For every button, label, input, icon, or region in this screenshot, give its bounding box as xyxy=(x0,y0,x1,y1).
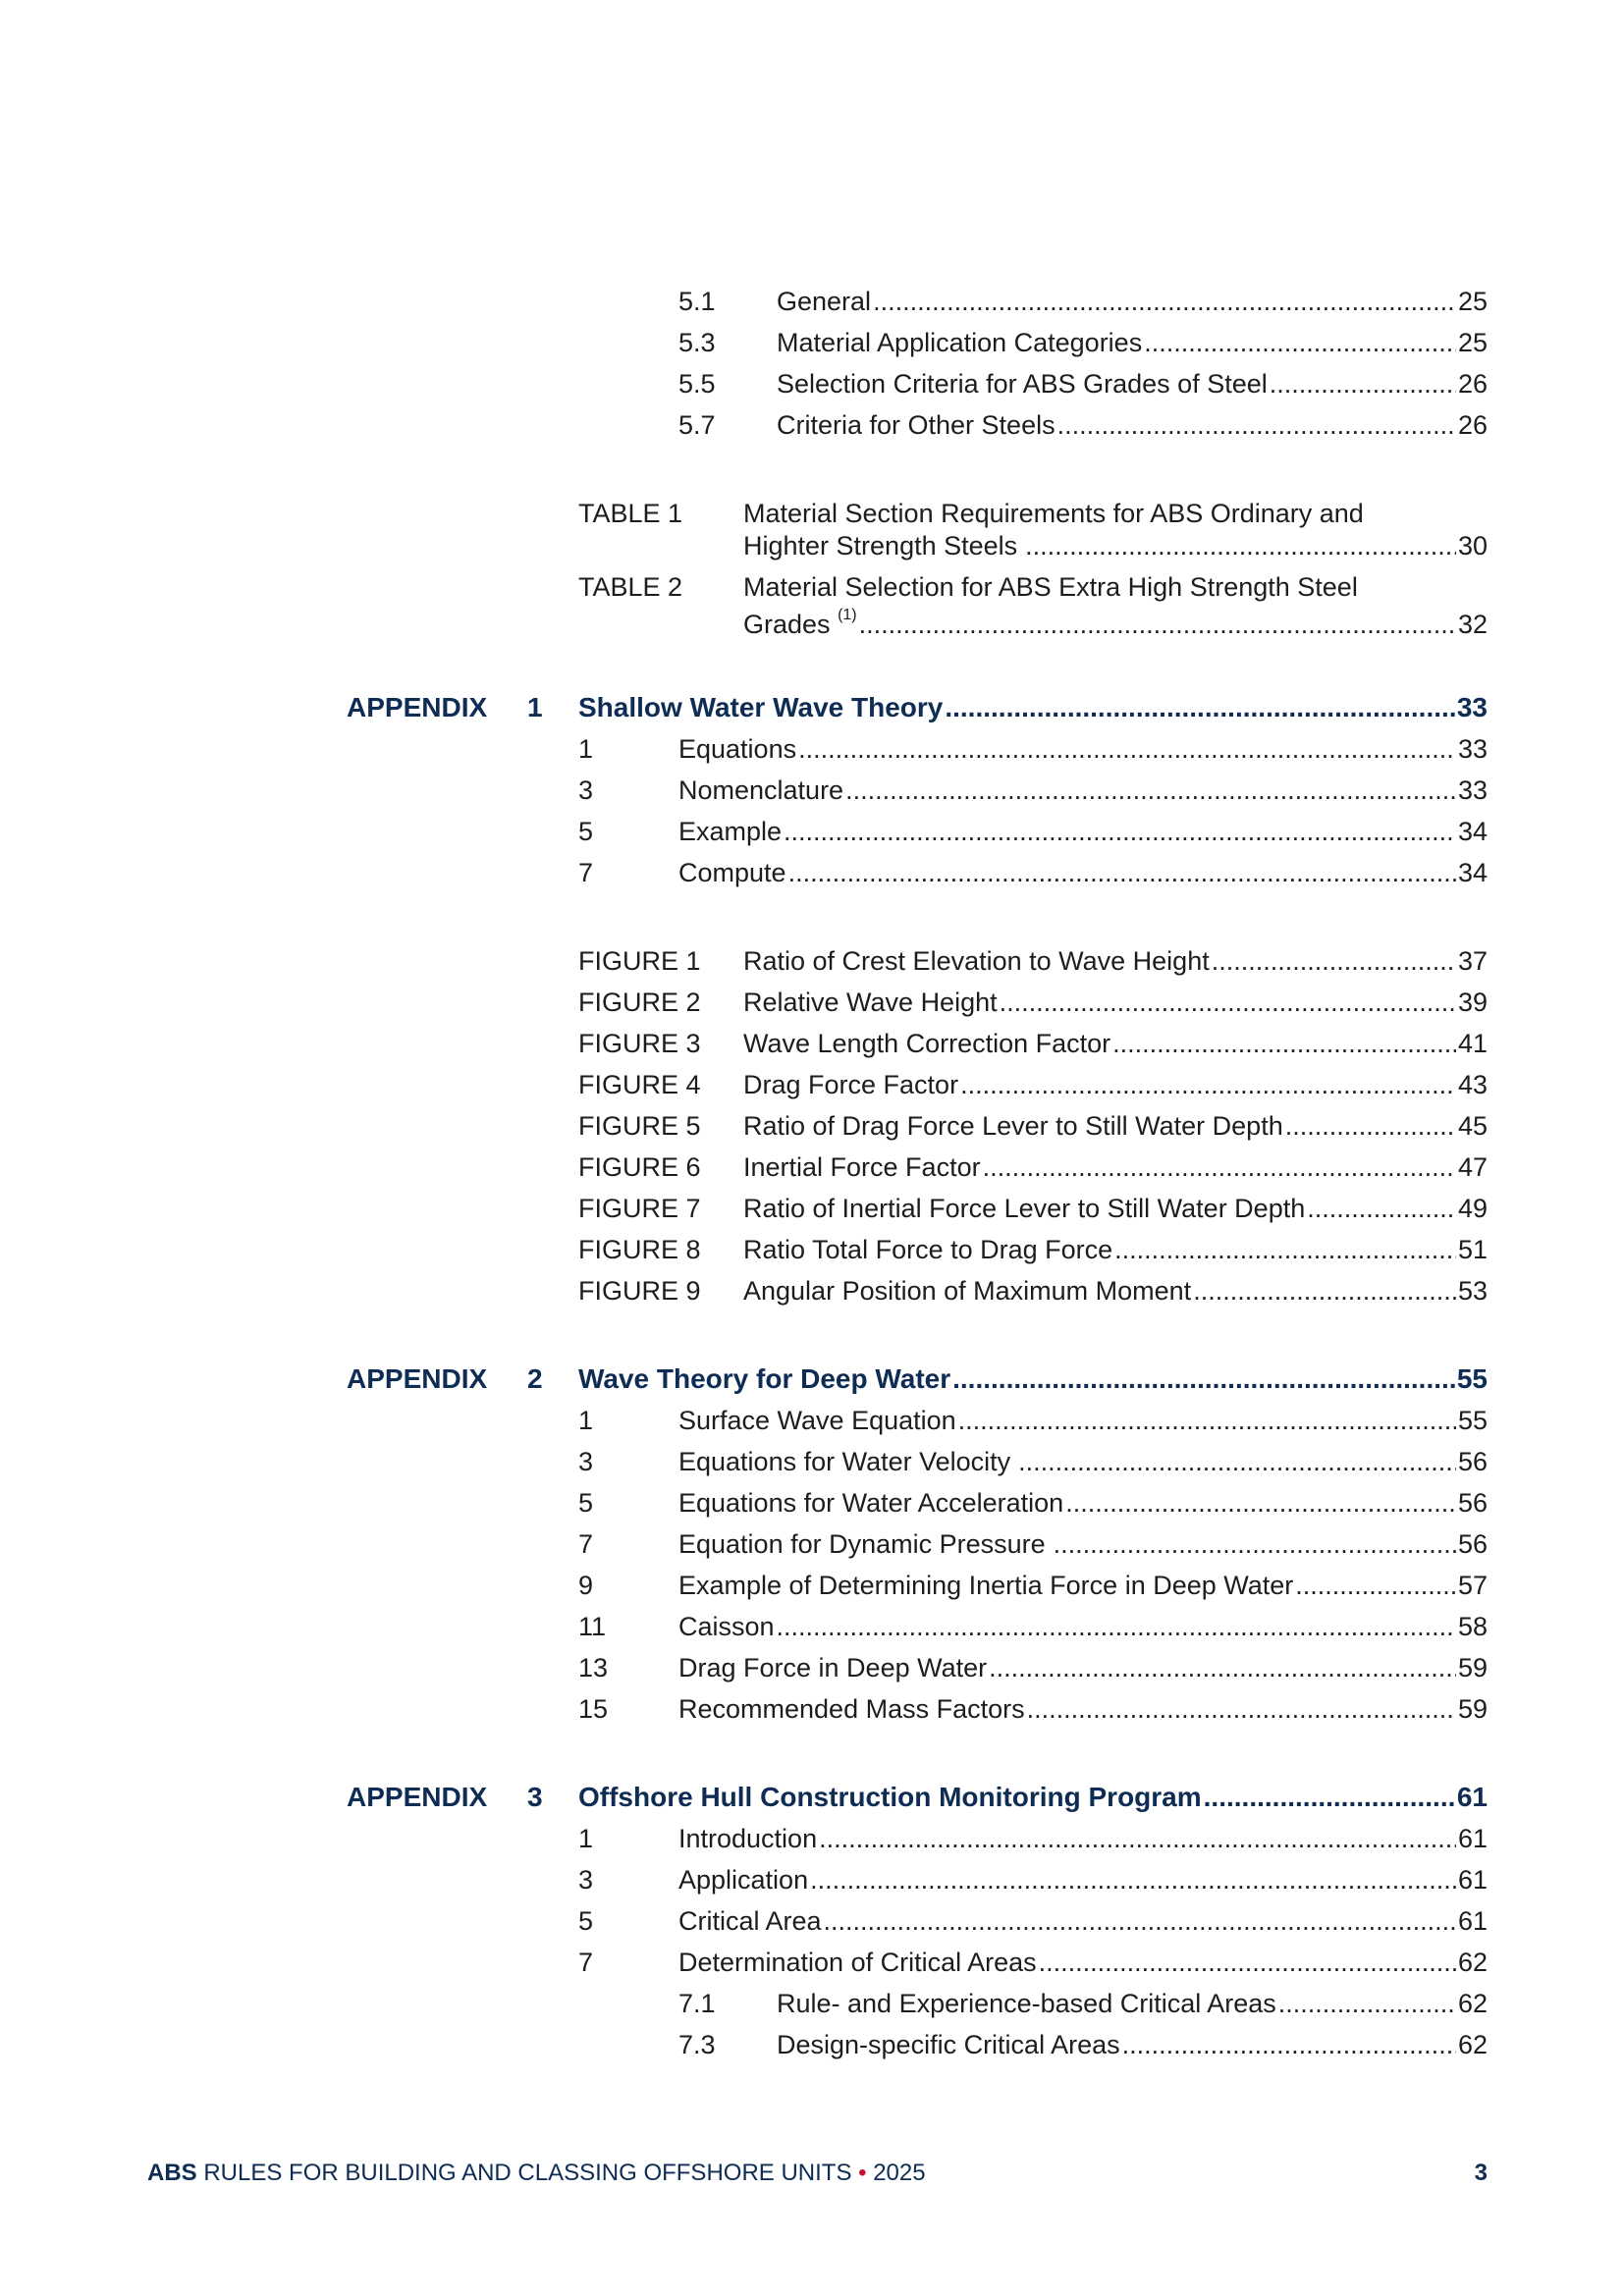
entry-leader xyxy=(743,1027,1488,1060)
entry-leader xyxy=(743,1068,1488,1101)
entry-number: 1 xyxy=(578,1406,594,1435)
appendix-number: 2 xyxy=(527,1363,543,1394)
entry-title: Equation for Dynamic Pressure xyxy=(678,1529,1046,1559)
entry-number: 7 xyxy=(578,858,594,887)
appendix-leader xyxy=(578,1362,1488,1396)
entry-title: Critical Area xyxy=(678,1906,822,1936)
footer-year: 2025 xyxy=(873,2160,926,2186)
figure-title: Ratio Total Force to Drag Force xyxy=(743,1235,1113,1264)
entry-leader xyxy=(743,1233,1488,1266)
entry-leader xyxy=(678,1527,1488,1561)
entry-title: Equations xyxy=(678,734,797,764)
entry-leader xyxy=(777,1987,1488,2020)
figure-title: Inertial Force Factor xyxy=(743,1152,981,1182)
table-label: TABLE 1 xyxy=(578,499,683,528)
entry-number: 5 xyxy=(578,1906,594,1936)
entry-page: 53 xyxy=(1457,1276,1488,1306)
entry-leader xyxy=(678,1610,1488,1643)
entry-page: 49 xyxy=(1457,1194,1488,1223)
entry-leader xyxy=(678,1651,1488,1684)
entry-page: 43 xyxy=(1457,1070,1488,1099)
entry-page: 58 xyxy=(1457,1612,1488,1641)
entry-page: 62 xyxy=(1457,1989,1488,2018)
entry-number: 15 xyxy=(578,1694,609,1724)
entry-page: 59 xyxy=(1457,1694,1488,1724)
entry-number: 3 xyxy=(578,1865,594,1895)
entry-page: 56 xyxy=(1457,1529,1488,1559)
entry-title: General xyxy=(777,287,872,316)
figure-title: Relative Wave Height xyxy=(743,988,998,1017)
entry-page: 25 xyxy=(1457,287,1488,316)
footnote-marker: (1) xyxy=(838,607,857,623)
entry-page: 59 xyxy=(1457,1653,1488,1682)
table-label: TABLE 2 xyxy=(578,572,683,602)
appendix-page: 33 xyxy=(1456,692,1488,722)
entry-leader xyxy=(678,1904,1488,1938)
entry-number: 1 xyxy=(578,1824,594,1853)
appendix-page: 55 xyxy=(1456,1363,1488,1394)
footer-title: RULES FOR BUILDING AND CLASSING OFFSHORE UNITS xyxy=(203,2160,852,2186)
entry-leader xyxy=(743,1274,1488,1308)
figure-label: FIGURE 5 xyxy=(578,1111,701,1141)
entry-leader xyxy=(743,986,1488,1019)
entry-page: 34 xyxy=(1457,817,1488,846)
appendix-number: 1 xyxy=(527,692,543,722)
entry-number: 5.3 xyxy=(678,328,716,357)
entry-number: 7.1 xyxy=(678,1989,716,2018)
entry-page: 37 xyxy=(1457,946,1488,976)
entry-title: Drag Force in Deep Water xyxy=(678,1653,988,1682)
entry-title: Criteria for Other Steels xyxy=(777,410,1056,440)
entry-leader xyxy=(743,603,1488,641)
figure-title: Ratio of Inertial Force Lever to Still Water Depth xyxy=(743,1194,1306,1223)
entry-number: 3 xyxy=(578,775,594,805)
entry-leader xyxy=(678,1863,1488,1896)
entry-page: 55 xyxy=(1457,1406,1488,1435)
entry-leader xyxy=(777,2028,1488,2061)
entry-title: Equations for Water Velocity xyxy=(678,1447,1011,1476)
entry-number: 9 xyxy=(578,1571,594,1600)
appendix-label: APPENDIX xyxy=(347,692,488,722)
entry-page: 45 xyxy=(1457,1111,1488,1141)
entry-leader xyxy=(777,408,1488,442)
appendix-title: Wave Theory for Deep Water xyxy=(578,1363,951,1394)
appendix-leader xyxy=(578,691,1488,724)
footer-bullet: • xyxy=(858,2160,867,2186)
entry-title: Surface Wave Equation xyxy=(678,1406,956,1435)
entry-number: 5 xyxy=(578,817,594,846)
entry-title: Determination of Critical Areas xyxy=(678,1948,1037,1977)
figure-title: Ratio of Crest Elevation to Wave Height xyxy=(743,946,1210,976)
figure-title: Drag Force Factor xyxy=(743,1070,959,1099)
entry-leader xyxy=(678,856,1488,889)
entry-page: 56 xyxy=(1457,1488,1488,1518)
entry-number: 13 xyxy=(578,1653,609,1682)
entry-leader xyxy=(678,1445,1488,1478)
entry-page: 41 xyxy=(1457,1029,1488,1058)
entry-page: 61 xyxy=(1457,1906,1488,1936)
entry-leader xyxy=(678,815,1488,848)
entry-title: Nomenclature xyxy=(678,775,844,805)
entry-title: Application xyxy=(678,1865,809,1895)
figure-title: Angular Position of Maximum Moment xyxy=(743,1276,1192,1306)
entry-page: 56 xyxy=(1457,1447,1488,1476)
entry-title: Rule- and Experience-based Critical Areas xyxy=(777,1989,1276,2018)
entry-title: Introduction xyxy=(678,1824,818,1853)
figure-label: FIGURE 9 xyxy=(578,1276,701,1306)
entry-page: 57 xyxy=(1457,1571,1488,1600)
entry-number: 5.5 xyxy=(678,369,716,399)
table-title-line1: Material Section Requirements for ABS Ordinary and xyxy=(743,499,1364,528)
appendix-label: APPENDIX xyxy=(347,1363,488,1394)
entry-title: Selection Criteria for ABS Grades of Steel xyxy=(777,369,1268,399)
table-title-line1: Material Selection for ABS Extra High Strength Steel xyxy=(743,572,1358,602)
appendix-page: 61 xyxy=(1456,1782,1488,1812)
entry-page: 39 xyxy=(1457,988,1488,1017)
entry-leader xyxy=(678,1569,1488,1602)
figure-label: FIGURE 6 xyxy=(578,1152,701,1182)
entry-leader xyxy=(743,529,1488,562)
appendix-leader xyxy=(578,1781,1488,1814)
table-title-line2: Grades $^{(1)}$ xyxy=(743,607,857,639)
entry-leader xyxy=(777,367,1488,400)
entry-leader xyxy=(743,1150,1488,1184)
entry-page: 51 xyxy=(1457,1235,1488,1264)
entry-leader xyxy=(743,1109,1488,1143)
appendix-title: Offshore Hull Construction Monitoring Program xyxy=(578,1782,1202,1812)
entry-number: 5.1 xyxy=(678,287,716,316)
entry-title: Design-specific Critical Areas xyxy=(777,2030,1120,2059)
entry-number: 5 xyxy=(578,1488,594,1518)
entry-title: Caisson xyxy=(678,1612,775,1641)
entry-title: Example of Determining Inertia Force in Deep Water xyxy=(678,1571,1294,1600)
entry-title: Material Application Categories xyxy=(777,328,1143,357)
entry-page: 33 xyxy=(1457,775,1488,805)
entry-number: 1 xyxy=(578,734,594,764)
entry-page: 47 xyxy=(1457,1152,1488,1182)
figure-label: FIGURE 1 xyxy=(578,946,701,976)
entry-number: 5.7 xyxy=(678,410,716,440)
entry-title: Compute xyxy=(678,858,786,887)
entry-leader xyxy=(678,1486,1488,1520)
entry-number: 11 xyxy=(578,1612,607,1641)
appendix-number: 3 xyxy=(527,1782,543,1812)
figure-title: Wave Length Correction Factor xyxy=(743,1029,1111,1058)
entry-number: 7.3 xyxy=(678,2030,716,2059)
table-title-line2: Highter Strength Steels xyxy=(743,531,1018,561)
figure-label: FIGURE 2 xyxy=(578,988,701,1017)
entry-page: 30 xyxy=(1457,531,1488,561)
entry-title: Example xyxy=(678,817,783,846)
entry-leader xyxy=(678,1404,1488,1437)
entry-page: 61 xyxy=(1457,1865,1488,1895)
entry-number: 3 xyxy=(578,1447,594,1476)
entry-page: 62 xyxy=(1457,2030,1488,2059)
figure-label: FIGURE 8 xyxy=(578,1235,701,1264)
entry-page: 26 xyxy=(1457,369,1488,399)
entry-number: 7 xyxy=(578,1529,594,1559)
entry-number: 7 xyxy=(578,1948,594,1977)
entry-page: 62 xyxy=(1457,1948,1488,1977)
abs-logo-text: ABS xyxy=(147,2160,197,2186)
figure-label: FIGURE 4 xyxy=(578,1070,701,1099)
entry-page: 32 xyxy=(1457,610,1488,639)
appendix-label: APPENDIX xyxy=(347,1782,488,1812)
entry-leader xyxy=(678,732,1488,766)
entry-leader xyxy=(777,326,1488,359)
entry-leader xyxy=(678,1946,1488,1979)
entry-page: 34 xyxy=(1457,858,1488,887)
entry-leader xyxy=(678,774,1488,807)
entry-page: 33 xyxy=(1457,734,1488,764)
entry-title: Equations for Water Acceleration xyxy=(678,1488,1064,1518)
entry-leader xyxy=(777,285,1488,318)
figure-title: Ratio of Drag Force Lever to Still Water Depth xyxy=(743,1111,1283,1141)
entry-leader xyxy=(678,1692,1488,1726)
page-number: 3 xyxy=(1474,2160,1488,2186)
page-footer xyxy=(147,2160,1488,2187)
entry-title: Recommended Mass Factors xyxy=(678,1694,1025,1724)
entry-page: 25 xyxy=(1457,328,1488,357)
entry-leader xyxy=(678,1822,1488,1855)
figure-label: FIGURE 7 xyxy=(578,1194,701,1223)
entry-page: 26 xyxy=(1457,410,1488,440)
appendix-title: Shallow Water Wave Theory xyxy=(578,692,944,722)
entry-leader xyxy=(743,944,1488,978)
entry-page: 61 xyxy=(1457,1824,1488,1853)
entry-leader xyxy=(743,1192,1488,1225)
figure-label: FIGURE 3 xyxy=(578,1029,701,1058)
